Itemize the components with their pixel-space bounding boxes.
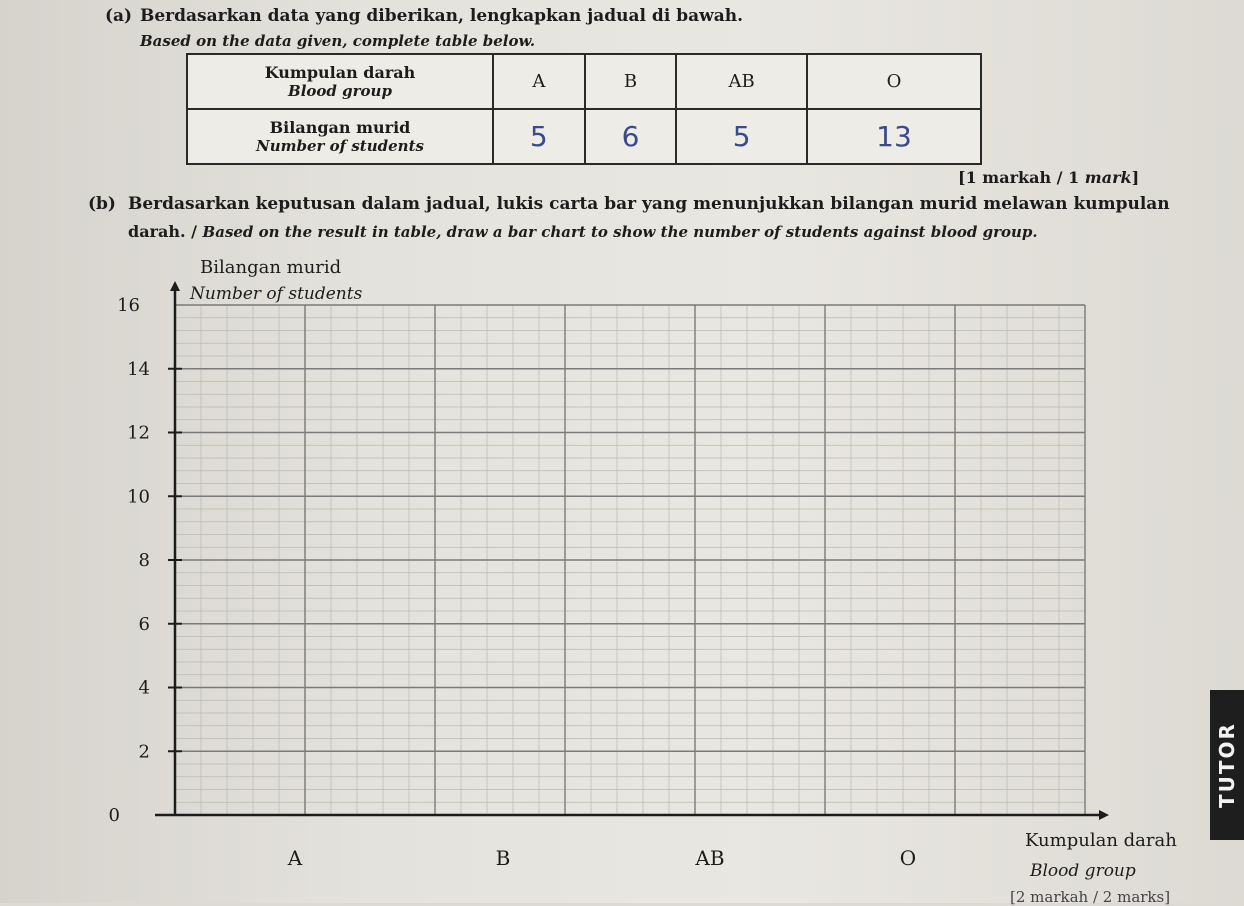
answer-cell-a[interactable]: 5 xyxy=(493,109,585,164)
y-tick-label: 0 xyxy=(108,805,120,826)
answer-cell-o[interactable]: 13 xyxy=(807,109,981,164)
y-tick-label: 4 xyxy=(138,677,150,699)
question-a-instruction-ms: Berdasarkan data yang diberikan, lengkapkan jadual di bawah. xyxy=(140,6,744,26)
chart-axes xyxy=(155,281,1109,820)
y-ticks xyxy=(109,295,182,826)
tutor-watermark xyxy=(1210,690,1244,840)
marks-text-en: mark xyxy=(1084,168,1132,187)
y-tick-label: 6 xyxy=(138,613,150,635)
x-axis-arrow xyxy=(1099,810,1109,820)
instruction-line2-ms: darah. / xyxy=(128,222,203,241)
x-category-label: A xyxy=(287,846,303,870)
x-category-label: AB xyxy=(695,846,725,870)
header-students-ms: Bilangan murid xyxy=(269,117,411,137)
x-category-label: B xyxy=(495,846,511,870)
question-b-marks: [2 markah / 2 marks] xyxy=(1010,888,1171,906)
question-a-label: (a) xyxy=(105,6,133,26)
x-category-label: O xyxy=(899,846,917,870)
header-blood-group-ms: Kumpulan darah xyxy=(264,62,416,82)
question-b-instruction-ms: Berdasarkan keputusan dalam jadual, lukis carta bar yang menunjukkan bilangan murid melawan kumpulan xyxy=(128,194,1170,214)
table-cell-group-ab: AB xyxy=(676,54,807,109)
table-cell-group-a: A xyxy=(493,54,585,109)
question-b-label: (b) xyxy=(88,194,116,214)
y-tick-label: 8 xyxy=(138,550,150,571)
watermark-text: TUTOR xyxy=(1215,722,1239,808)
answer-cell-b[interactable]: 6 xyxy=(585,109,677,164)
header-blood-group-en: Blood group xyxy=(288,81,392,100)
y-tick-label: 12 xyxy=(127,422,150,444)
question-a-instruction-en: Based on the data given, complete table below. xyxy=(140,32,536,50)
y-axis-title-en: Number of students xyxy=(190,284,363,304)
x-axis-title-ms: Kumpulan darah xyxy=(1025,830,1177,851)
y-axis-arrow xyxy=(170,281,180,291)
y-tick-label: 10 xyxy=(127,486,150,508)
marks-close: ] xyxy=(1131,168,1140,187)
x-category-labels xyxy=(287,846,916,870)
marks-text: [1 markah / 1 xyxy=(958,168,1085,187)
y-tick-label: 14 xyxy=(127,358,150,380)
table-cell-group-b: B xyxy=(585,54,677,109)
x-axis-title-en: Blood group xyxy=(1030,861,1136,881)
y-tick-label: 2 xyxy=(138,741,150,763)
instruction-line2-en: Based on the result in table, draw a bar chart to show the number of students against blood group. xyxy=(202,223,1038,241)
y-tick-label: 16 xyxy=(117,295,140,316)
table-cell-group-o: O xyxy=(807,54,981,109)
y-axis-title-ms: Bilangan murid xyxy=(200,257,342,278)
answer-cell-ab[interactable]: 5 xyxy=(676,109,807,164)
header-students-en: Number of students xyxy=(256,136,424,155)
